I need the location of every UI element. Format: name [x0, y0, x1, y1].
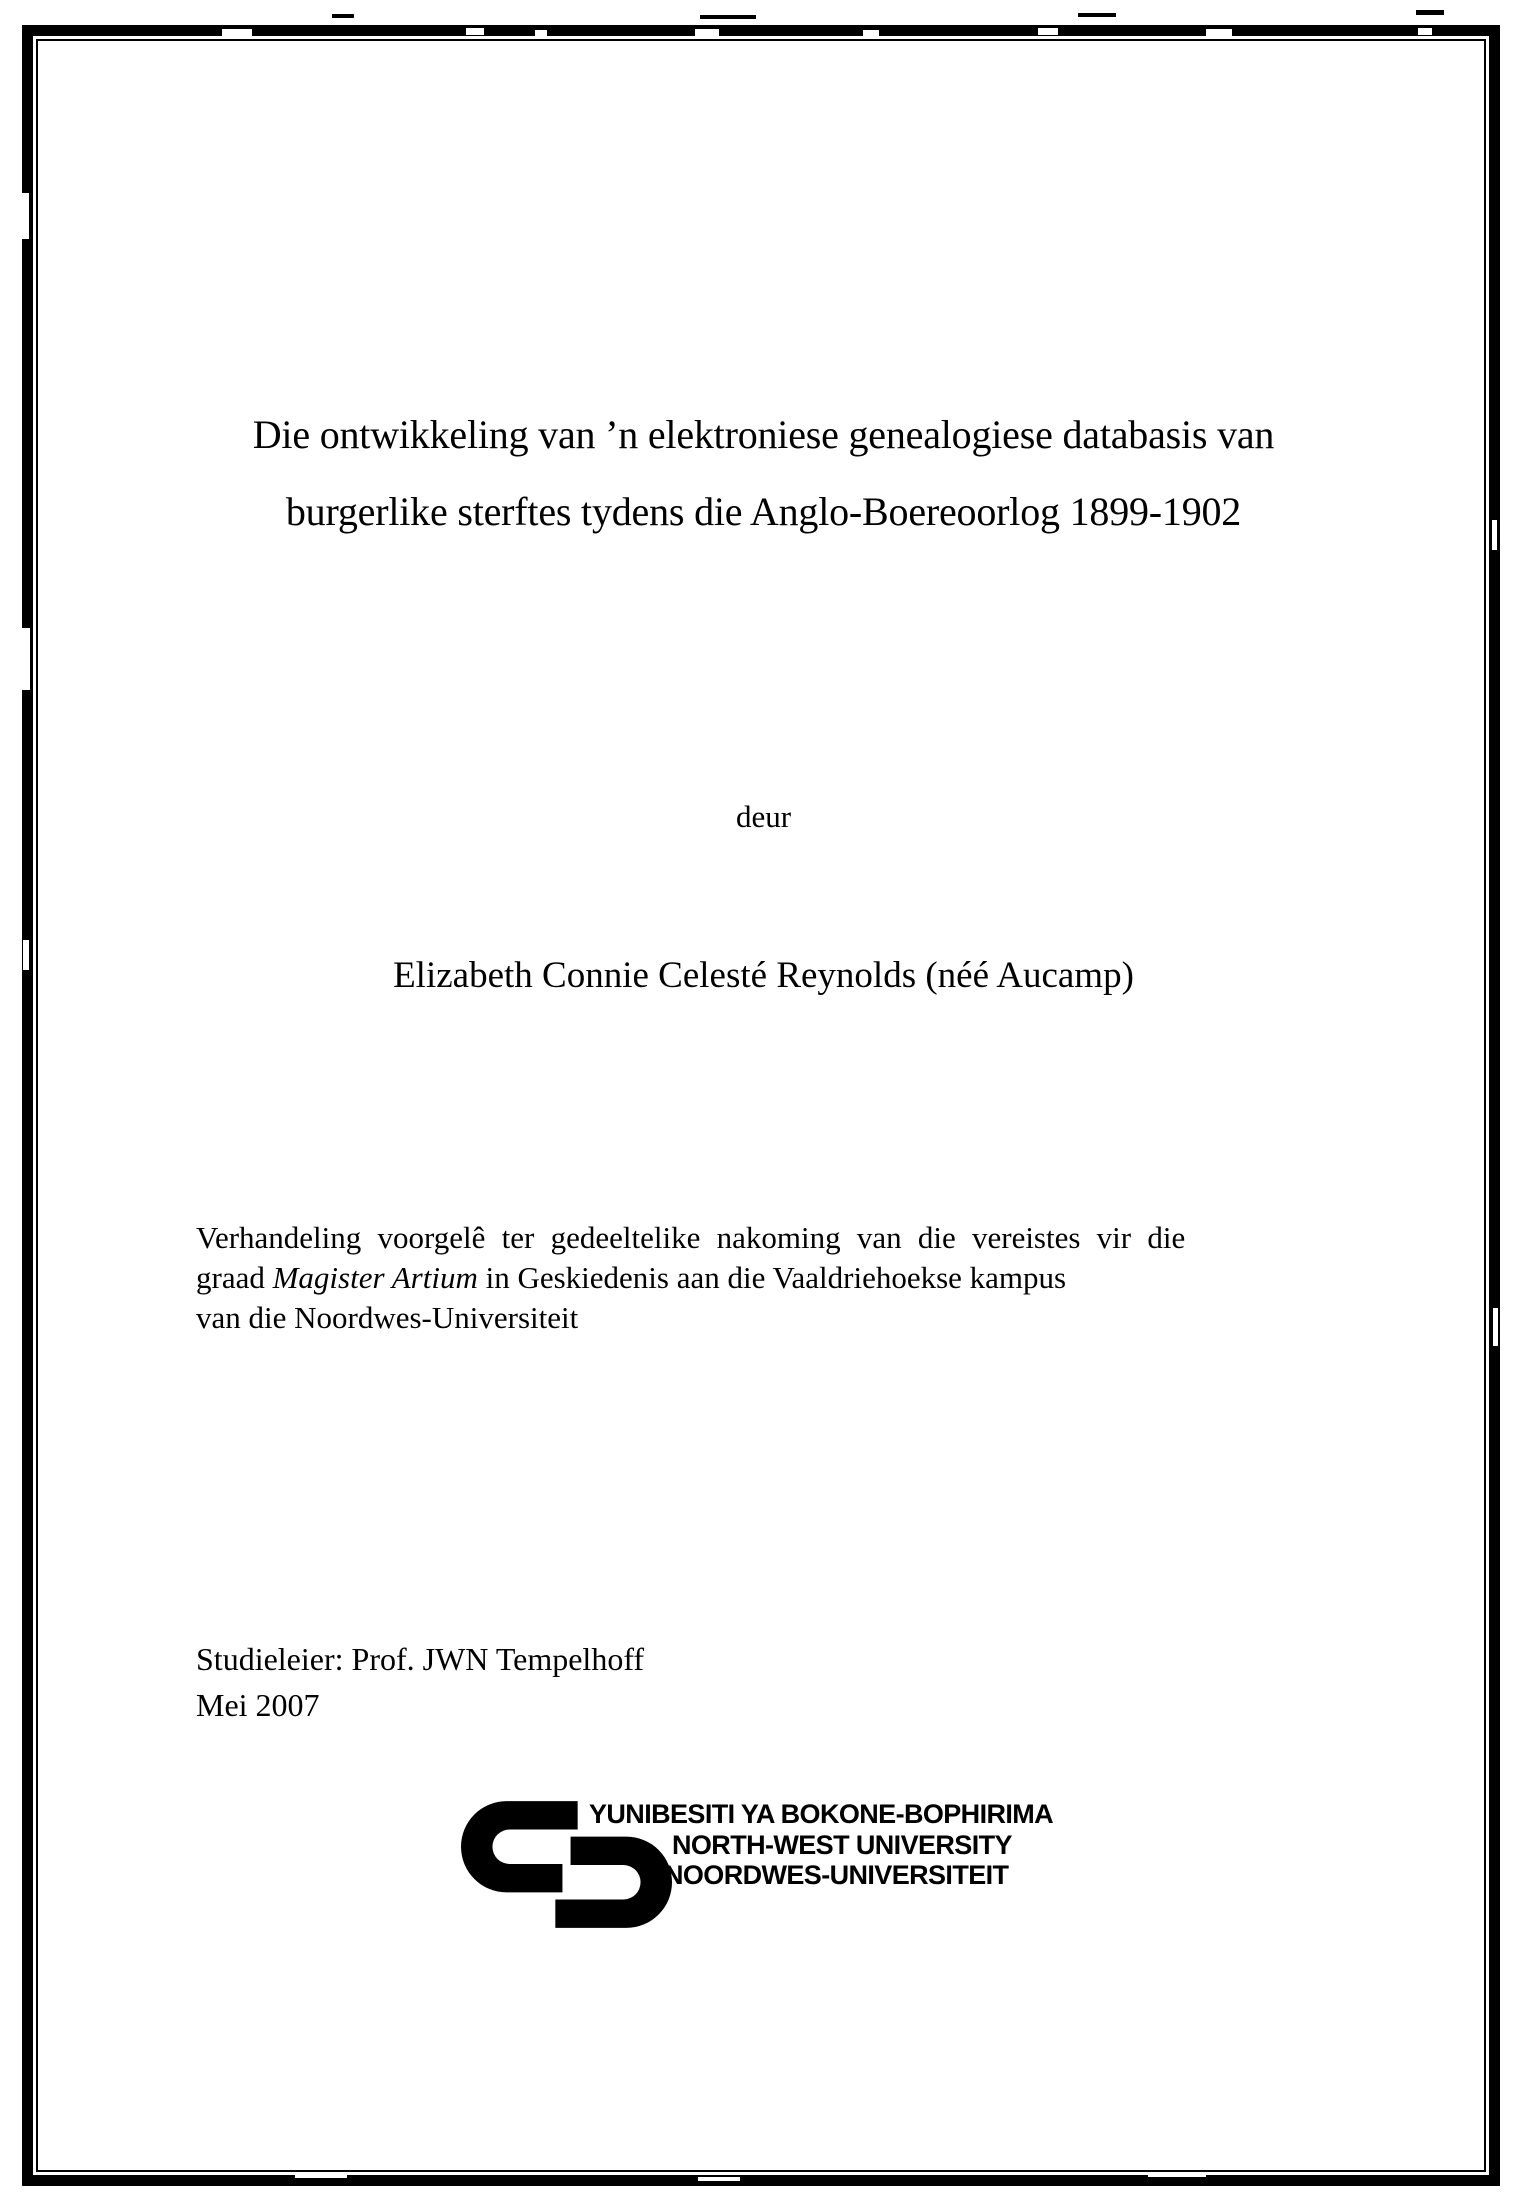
- date-line: Mei 2007: [196, 1687, 320, 1723]
- scan-notch: [22, 193, 29, 239]
- supervisor-line: Studieleier: Prof. JWN Tempelhoff: [196, 1641, 645, 1677]
- scan-artifact: [700, 15, 756, 19]
- logo-text-afrikaans: NOORDWES-UNIVERSITEIT: [664, 1860, 1009, 1890]
- scan-notch: [295, 2174, 347, 2178]
- byline-label: deur: [735, 799, 792, 834]
- scan-notch: [466, 28, 484, 35]
- scan-notch: [222, 29, 252, 36]
- scan-notch: [698, 2177, 740, 2181]
- scan-notch: [1492, 520, 1497, 550]
- thesis-title: [0, 396, 1527, 550]
- scan-notch: [1206, 29, 1232, 36]
- logo-text-english: NORTH-WEST UNIVERSITY: [672, 1830, 1012, 1860]
- scan-notch: [23, 940, 29, 970]
- supervisor-block: [196, 1636, 644, 1728]
- thesis-title-line1: Die ontwikkeling van ’n elektroniese genealogiese databasis van: [252, 412, 1275, 457]
- scan-notch: [695, 29, 719, 36]
- submission-line2: [196, 1258, 1348, 1298]
- scan-artifact: [332, 14, 354, 18]
- scan-notch: [1493, 1308, 1498, 1346]
- submission-line2-suffix: in Geskiedenis aan die Vaaldriehoekse kampus: [477, 1260, 1067, 1295]
- submission-line3: van die Noordwes-Universiteit: [196, 1300, 579, 1335]
- submission-line2-prefix: graad: [196, 1260, 273, 1295]
- scan-artifact: [1416, 10, 1444, 15]
- scan-artifact: [1078, 13, 1116, 17]
- author-name: Elizabeth Connie Celesté Reynolds (néé Aucamp): [393, 955, 1134, 996]
- submission-statement: [196, 1218, 1348, 1338]
- scan-notch: [863, 30, 879, 36]
- submission-line1: Verhandeling voorgelê ter gedeeltelike nakoming van die vereistes vir die: [196, 1220, 1186, 1255]
- scan-notch: [1418, 28, 1432, 35]
- scan-notch: [1038, 28, 1058, 35]
- logo-text-setswana: YUNIBESITI YA BOKONE-BOPHIRIMA: [589, 1799, 1054, 1829]
- thesis-title-line2: burgerlike sterftes tydens die Anglo-Boereoorlog 1899-1902: [285, 489, 1242, 534]
- degree-name-italic: Magister Artium: [272, 1260, 478, 1295]
- scan-notch: [1148, 2173, 1206, 2177]
- scan-notch: [22, 628, 30, 690]
- scan-notch: [535, 30, 547, 36]
